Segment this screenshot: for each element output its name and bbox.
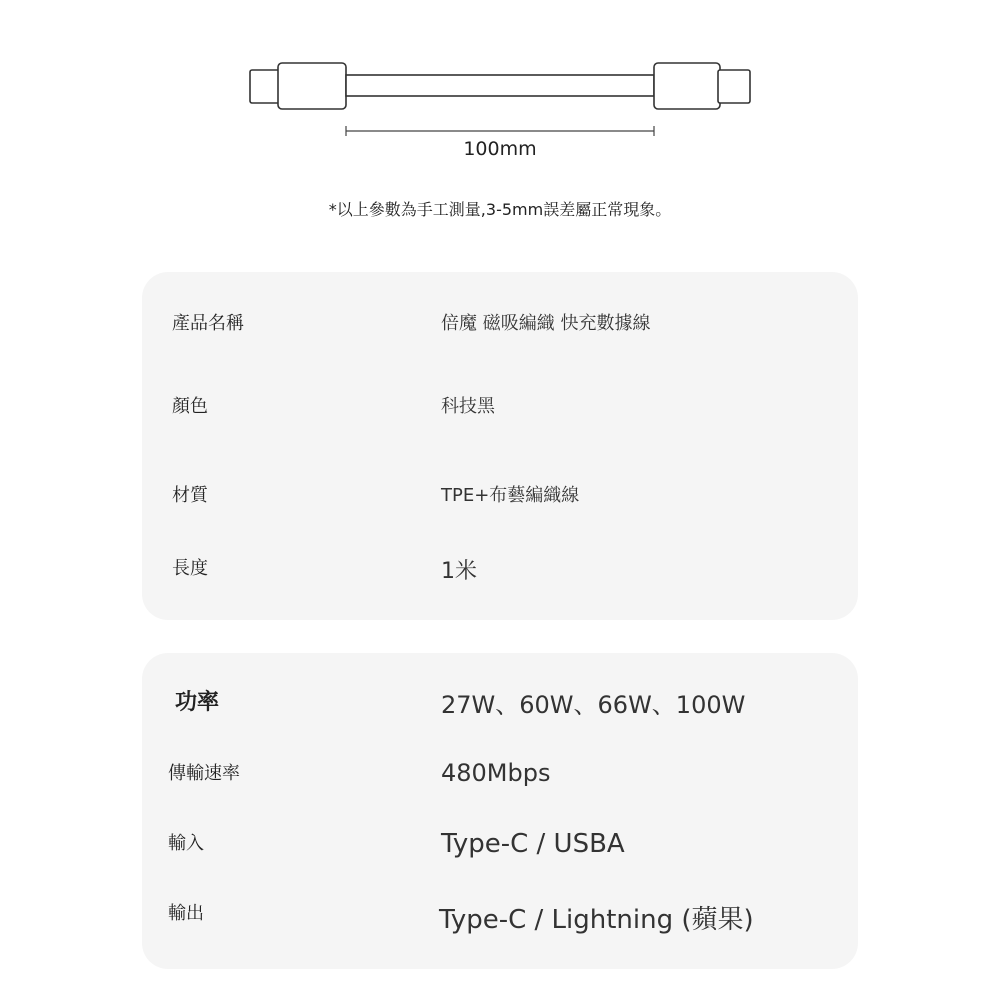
spec-label: 傳輸速率 xyxy=(168,763,240,784)
spec-value: 27W、60W、66W、100W xyxy=(441,691,746,719)
spec-card-technical xyxy=(142,653,858,969)
measurement-note: *以上參數為手工測量,3-5mm誤差屬正常現象。 xyxy=(328,200,672,219)
spec-value: 1米 xyxy=(441,559,477,584)
spec-value: 480Mbps xyxy=(441,759,551,787)
spec-card-basic xyxy=(142,272,858,620)
spec-value: Type-C / USBA xyxy=(441,829,625,859)
right-plug-tip xyxy=(718,70,750,103)
left-plug-housing xyxy=(278,63,346,109)
spec-label: 輸出 xyxy=(168,903,204,924)
spec-label: 輸入 xyxy=(168,833,204,854)
spec-value: TPE+布藝編織線 xyxy=(441,485,580,506)
spec-value: Type-C / Lightning (蘋果) xyxy=(439,905,754,935)
spec-label: 材質 xyxy=(172,485,208,506)
spec-label: 顏色 xyxy=(172,396,208,417)
spec-value: 倍魔 磁吸編織 快充數據線 xyxy=(441,313,651,334)
spec-label: 產品名稱 xyxy=(172,313,244,334)
right-plug-housing xyxy=(654,63,720,109)
spec-value: 科技黑 xyxy=(441,396,495,417)
spec-label: 長度 xyxy=(172,558,208,579)
dimension-line xyxy=(346,126,654,136)
dimension-label: 100mm xyxy=(463,138,537,160)
cable-diagram xyxy=(0,0,1000,260)
spec-label: 功率 xyxy=(175,690,220,715)
cable-body xyxy=(346,75,654,96)
